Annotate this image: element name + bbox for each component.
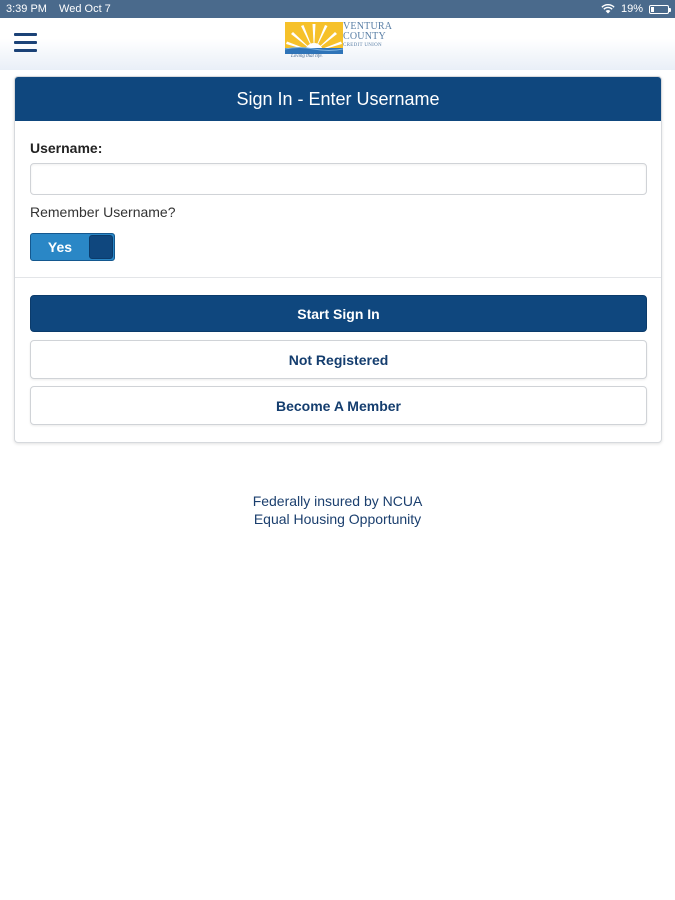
- start-sign-in-button[interactable]: Start Sign In: [30, 295, 647, 332]
- sign-in-card: [14, 76, 662, 443]
- battery-percent: 19%: [620, 3, 643, 15]
- sign-in-title: Sign In - Enter Username: [15, 77, 661, 121]
- remember-username-label: Remember Username?: [30, 204, 176, 220]
- status-left: [6, 3, 120, 15]
- footer: [0, 492, 675, 528]
- toggle-label: Yes: [47, 239, 73, 255]
- status-right: [601, 3, 669, 15]
- battery-icon: [649, 5, 669, 14]
- app-header: [0, 18, 675, 70]
- status-time: 3:39 PM: [6, 3, 47, 15]
- username-input[interactable]: [30, 163, 647, 195]
- divider: [15, 277, 662, 278]
- username-label: Username:: [30, 140, 103, 156]
- status-bar: [0, 0, 675, 18]
- toggle-knob: [89, 235, 113, 259]
- sun-logo-icon: [285, 22, 343, 54]
- logo: [285, 22, 395, 66]
- logo-text: VENTURA COUNTY CREDIT UNION: [343, 21, 393, 48]
- become-member-button[interactable]: Become A Member: [30, 386, 647, 425]
- hamburger-menu-icon[interactable]: [14, 33, 37, 53]
- ncua-notice: Federally insured by NCUA: [252, 493, 423, 509]
- remember-username-toggle[interactable]: [30, 233, 115, 261]
- not-registered-button[interactable]: Not Registered: [30, 340, 647, 379]
- wifi-icon: [601, 4, 615, 14]
- logo-tagline: Loving that life.: [291, 54, 323, 59]
- equal-housing-notice: Equal Housing Opportunity: [253, 511, 422, 527]
- status-date: Wed Oct 7: [59, 3, 111, 15]
